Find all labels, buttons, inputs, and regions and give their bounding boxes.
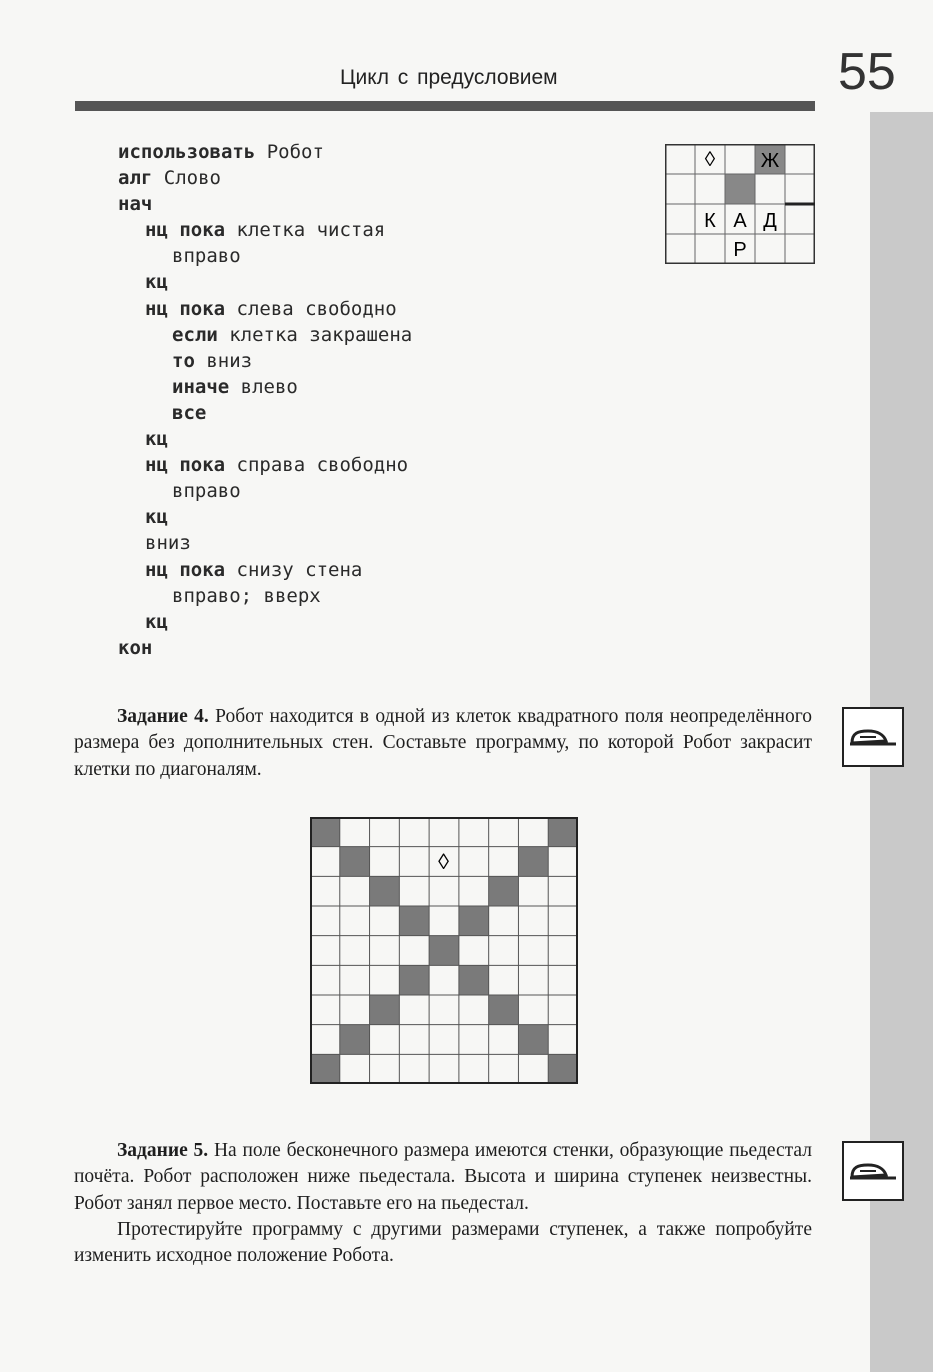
code-keyword: нц пока xyxy=(145,219,226,242)
filled-cell xyxy=(340,847,370,877)
code-line xyxy=(118,269,412,295)
code-text: Слово xyxy=(152,167,221,190)
code-keyword: алг xyxy=(118,167,153,190)
code-line xyxy=(118,165,412,191)
code-text: вправо xyxy=(172,480,241,503)
filled-cell xyxy=(310,817,340,847)
task-4-text: Робот находится в одной из клеток квадратного поля неопределённого размера без дополнительных стен. Составьте программу, по которой Робот закрасит клетки по диагоналям. xyxy=(74,706,812,780)
code-text: вправо; вверх xyxy=(172,584,321,607)
filled-cell xyxy=(399,965,429,995)
code-text: справа свободно xyxy=(225,454,409,477)
code-listing xyxy=(118,139,412,661)
code-text: клетка закрашена xyxy=(217,323,413,346)
task-5-text: На поле бесконечного размера имеются стенки, образующие пьедестал почёта. Робот расположен ниже пьедестала. Высота и ширина ступенек неизвестны. Робот занял первое место. Поставьте его на пьедестал. xyxy=(74,1140,812,1214)
code-line xyxy=(118,322,412,348)
cell-letter: Ж xyxy=(760,150,780,172)
robot-marker: ◊ xyxy=(704,148,716,171)
code-line xyxy=(118,583,412,609)
code-text: вправо xyxy=(172,245,241,268)
filled-cell xyxy=(399,906,429,936)
code-keyword: нач xyxy=(118,193,153,216)
filled-cell xyxy=(725,174,755,204)
filled-cell xyxy=(370,876,400,906)
code-keyword: нц пока xyxy=(145,558,226,581)
page-number: 55 xyxy=(838,43,896,101)
filled-cell xyxy=(370,995,400,1025)
code-keyword: кц xyxy=(145,506,168,529)
code-line xyxy=(118,504,412,530)
filled-cell xyxy=(548,1054,578,1084)
code-line xyxy=(118,478,412,504)
filled-cell xyxy=(459,965,489,995)
small-robot-field xyxy=(665,144,815,264)
code-text: вниз xyxy=(145,532,191,555)
code-keyword: кц xyxy=(145,610,168,633)
filled-cell xyxy=(518,1025,548,1055)
task-4 xyxy=(74,704,812,783)
task-5-label: Задание 5. xyxy=(117,1140,209,1161)
code-line xyxy=(118,635,412,661)
filled-cell xyxy=(459,906,489,936)
code-line xyxy=(118,426,412,452)
diagonal-robot-field xyxy=(310,817,578,1084)
code-keyword: все xyxy=(172,401,207,424)
filled-cell xyxy=(429,936,459,966)
code-line xyxy=(118,400,412,426)
code-line xyxy=(118,139,412,165)
code-line xyxy=(118,557,412,583)
code-text: влево xyxy=(229,375,298,398)
code-keyword: кон xyxy=(118,636,153,659)
robot-marker: ◊ xyxy=(438,849,449,874)
task-5 xyxy=(74,1138,812,1269)
code-line xyxy=(118,452,412,478)
filled-cell xyxy=(489,995,519,1025)
code-text: снизу стена xyxy=(225,558,363,581)
code-keyword: использовать xyxy=(118,141,256,163)
code-keyword: кц xyxy=(145,428,168,451)
cell-letter: А xyxy=(733,210,747,232)
code-line xyxy=(118,191,412,217)
code-keyword: нц пока xyxy=(145,297,226,320)
code-keyword: кц xyxy=(145,271,168,294)
code-line xyxy=(118,217,412,243)
filled-cell xyxy=(518,847,548,877)
task-5-paragraph-2: Протестируйте программу с другими размерами ступенек, а также попробуйте изменить исходное положение Робота. xyxy=(74,1218,812,1267)
cell-letter: Р xyxy=(733,239,747,261)
cell-letter: К xyxy=(704,210,716,232)
filled-cell xyxy=(548,817,578,847)
code-text: клетка чистая xyxy=(225,219,386,242)
code-line xyxy=(118,243,412,269)
filled-cell xyxy=(340,1025,370,1055)
code-keyword: иначе xyxy=(172,375,230,398)
code-line xyxy=(118,296,412,322)
code-text: вниз xyxy=(194,349,253,372)
filled-cell xyxy=(489,876,519,906)
page-header-title: Цикл с предусловием xyxy=(340,66,558,89)
code-line xyxy=(118,609,412,635)
code-line xyxy=(118,374,412,400)
computer-mouse-icon xyxy=(842,1141,904,1201)
code-text: Робот xyxy=(255,141,324,163)
header-rule xyxy=(75,101,815,111)
code-line xyxy=(118,530,412,556)
cell-letter: Д xyxy=(763,210,777,232)
task-4-label: Задание 4. xyxy=(117,706,209,727)
code-line xyxy=(118,348,412,374)
computer-mouse-icon xyxy=(842,707,904,767)
code-keyword: нц пока xyxy=(145,454,226,477)
filled-cell xyxy=(310,1054,340,1084)
code-text: слева свободно xyxy=(225,297,397,320)
code-keyword: если xyxy=(172,323,218,346)
code-keyword: то xyxy=(172,349,195,372)
